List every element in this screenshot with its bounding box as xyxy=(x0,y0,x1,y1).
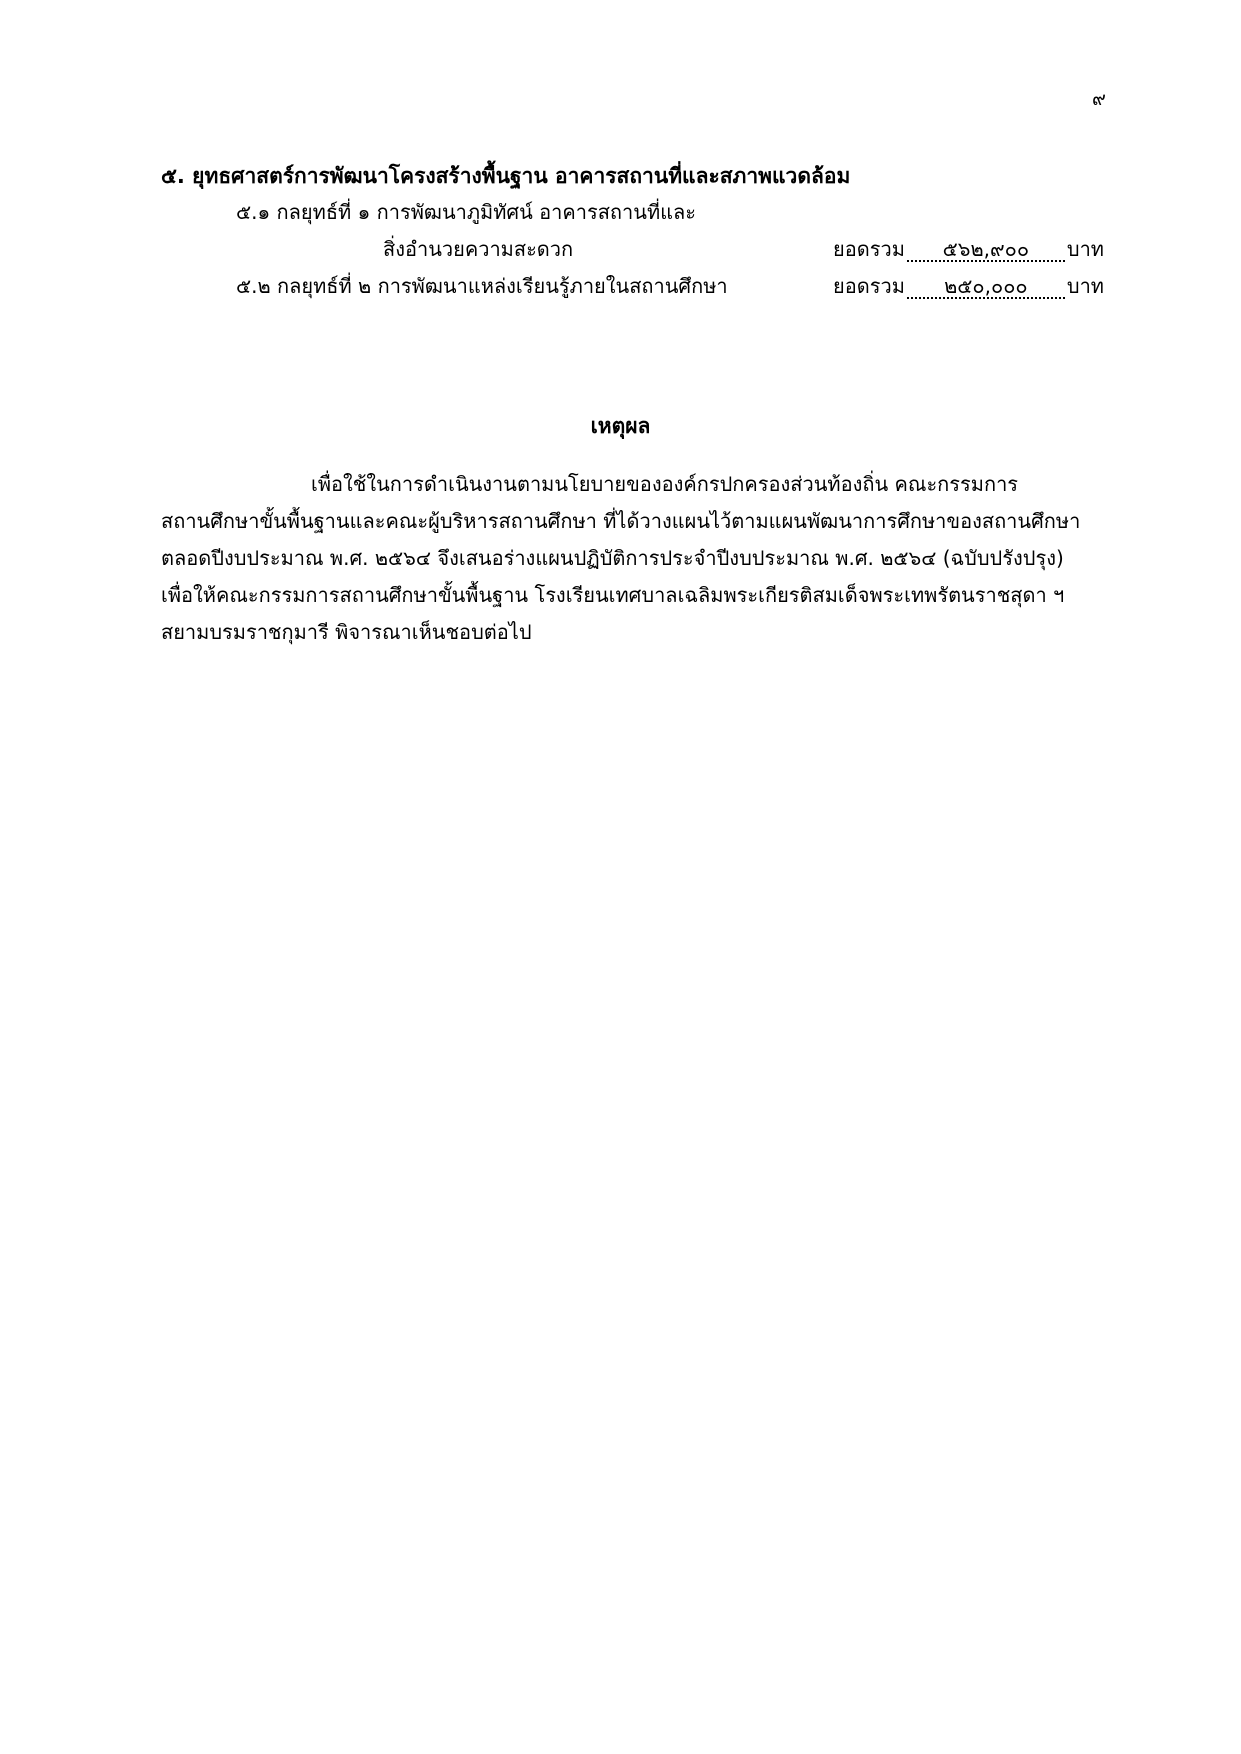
strategy-item-2-total xyxy=(833,270,1104,302)
total-amount: ๒๕๐,๐๐๐ xyxy=(907,275,1065,299)
total-label: ยอดรวม xyxy=(833,237,905,261)
strategy-item-1-label-continued: สิ่งอำนวยความสะดวก xyxy=(383,237,574,261)
reason-heading: เหตุผล xyxy=(590,414,651,438)
reason-line: ตลอดปีงบประมาณ พ.ศ. ๒๕๖๔ จึงเสนอร่างแผนปฏิบัติการประจำปีงบประมาณ พ.ศ. ๒๕๖๔ (ฉบับปรังปรุง) xyxy=(161,546,1064,570)
strategy-item-1-label: ๕.๑ กลยุทธ์ที่ ๑ การพัฒนาภูมิทัศน์ อาคารสถานที่และ xyxy=(236,200,697,224)
strategy-item-2-label: ๕.๒ กลยุทธ์ที่ ๒ การพัฒนาแหล่งเรียนรู้ภายในสถานศึกษา xyxy=(236,274,728,298)
currency-unit: บาท xyxy=(1066,237,1104,261)
reason-line: เพื่อให้คณะกรรมการสถานศึกษาขั้นพื้นฐาน โรงเรียนเทศบาลเฉลิมพระเกียรติสมเด็จพระเทพรัตนราชสุดา ฯ xyxy=(161,583,1065,607)
section-heading: ๕. ยุทธศาสตร์การพัฒนาโครงสร้างพื้นฐาน อาคารสถานที่และสภาพแวดล้อม xyxy=(161,164,851,188)
strategy-item-1-total xyxy=(833,233,1104,265)
reason-line: สถานศึกษาขั้นพื้นฐานและคณะผู้บริหารสถานศึกษา ที่ได้วางแผนไว้ตามแผนพัฒนาการศึกษาของสถานศึกษา xyxy=(161,509,1081,533)
currency-unit: บาท xyxy=(1066,274,1104,298)
reason-paragraph xyxy=(161,466,1080,651)
reason-line: สยามบรมราชกุมารี พิจารณาเห็นชอบต่อไป xyxy=(161,620,532,644)
total-amount: ๕๖๒,๙๐๐ xyxy=(907,238,1065,262)
total-label: ยอดรวม xyxy=(833,274,905,298)
page-number: ๙ xyxy=(1092,88,1106,110)
reason-line: เพื่อใช้ในการดำเนินงานตามนโยบายขององค์กรปกครองส่วนท้องถิ่น คณะกรรมการ xyxy=(311,472,1019,496)
